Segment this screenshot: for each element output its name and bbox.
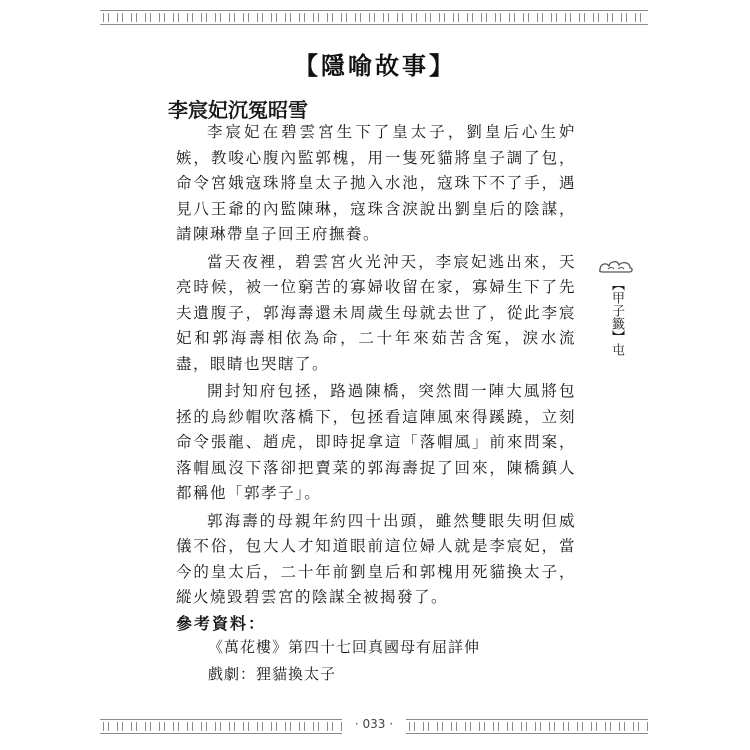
references-list: [208, 634, 480, 688]
cloud-ornament-icon: [598, 258, 634, 274]
side-section-tab: [596, 258, 636, 356]
page-number: · 033 ·: [354, 717, 394, 731]
paragraph-3: 開封知府包拯，路過陳橋，突然間一陣大風將包拯的烏紗帽吹落橋下，包拯看這陣風來得蹊蹺，立刻命令張龍、趙虎，即時捉拿這「落帽風」前來問案，落帽風沒下落卻把賣菜的郭海壽捉了回來，陳橋鎮人都稱他「郭孝子」。: [176, 382, 576, 502]
paragraph-1: 李宸妃在碧雲宮生下了皇太子，劉皇后心生妒嫉，教唆心腹內監郭槐，用一隻死貓將皇子調了包，命令宮娥寇珠將皇太子拋入水池，寇珠下不了手，遇見八王爺的內監陳琳，寇珠含淚說出劉皇后的陰謀，請陳琳帶皇子回王府撫養。: [176, 123, 576, 243]
bottom-border-ornament-left: [100, 719, 342, 734]
bottom-border-ornament-right: [406, 719, 648, 734]
story-title: 李宸妃沉冤昭雪: [168, 98, 308, 122]
top-border-ornament: [100, 10, 648, 25]
reference-item: 《萬花樓》第四十七回真國母有屈詳伸: [208, 638, 481, 656]
references-heading: 參考資料：: [176, 614, 267, 633]
page-title: 【隱喻故事】: [294, 52, 456, 80]
paragraph-4: 郭海壽的母親年約四十出頭，雖然雙眼失明但威儀不俗，包大人才知道眼前這位婦人就是李宸妃，當今的皇太后，二十年前劉皇后和郭槐用死貓換太子，縱火燒毀碧雲宮的陰謀全被揭發了。: [176, 511, 576, 606]
reference-item: 戲劇：狸貓換太子: [208, 665, 337, 683]
story-body: [176, 120, 576, 613]
paragraph-2: 當天夜裡，碧雲宮火光沖天，李宸妃逃出來，天亮時候，被一位窮苦的寡婦收留在家，寡婦生下了先夫遺腹子，郭海壽還未周歲生母就去世了，從此李宸妃和郭海壽相依為命，二十年來茹苦含冤，淚水流盡，眼睛也哭瞎了。: [176, 252, 576, 373]
side-tab-label: 【甲子籤】屯: [609, 278, 624, 356]
